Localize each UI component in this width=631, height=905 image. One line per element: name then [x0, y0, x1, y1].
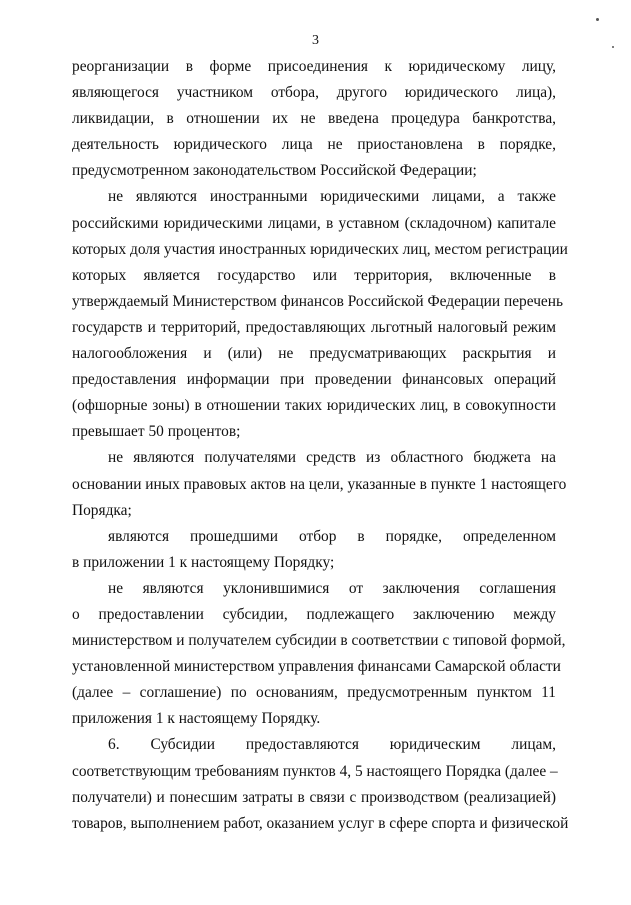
text-line: утверждаемый Министерством финансов Российской Федерации перечень: [72, 292, 564, 310]
text-line: государств и территорий, предоставляющих льготный налоговый режим: [72, 318, 556, 336]
text-line: соответствующим требованиям пунктов 4, 5 настоящего Порядка (далее –: [72, 762, 558, 780]
text-line: предоставления информации при проведении финансовых операций: [72, 371, 556, 389]
paragraph: [72, 732, 569, 836]
document-body: [72, 54, 569, 837]
paragraph: [72, 54, 556, 184]
scan-speck: [612, 46, 614, 48]
text-line: являющегося участником отбора, другого юридического лица),: [72, 84, 556, 102]
text-line: товаров, выполнением работ, оказанием услуг в сфере спорта и физической: [72, 814, 569, 832]
text-line: ликвидации, в отношении их не введена процедура банкротства,: [72, 110, 556, 128]
paragraph: [72, 445, 567, 523]
text-line: не являются иностранными юридическими лицами, а также: [108, 188, 556, 206]
paragraph: [72, 524, 556, 576]
text-line: налогообложения и (или) не предусматривающих раскрытия и: [72, 345, 556, 363]
text-line: (далее – соглашение) по основаниям, предусмотренным пунктом 11: [72, 684, 556, 702]
text-line: которых доля участия иностранных юридических лиц, местом регистрации: [72, 240, 568, 258]
paragraph: [72, 184, 568, 445]
text-line: основании иных правовых актов на цели, указанные в пункте 1 настоящего: [72, 475, 567, 493]
text-line: которых является государство или территория, включенные в: [72, 266, 556, 284]
page-number: 3: [312, 33, 319, 48]
scan-speck: [596, 18, 599, 21]
text-line: (офшорные зоны) в отношении таких юридических лиц, в совокупности: [72, 397, 556, 415]
text-line: не являются получателями средств из областного бюджета на: [108, 449, 556, 467]
text-line: министерством и получателем субсидии в соответствии с типовой формой,: [72, 632, 566, 650]
text-line: являются прошедшими отбор в порядке, определенном: [108, 527, 556, 545]
text-line: реорганизации в форме присоединения к юридическому лицу,: [72, 58, 556, 75]
text-line: 6. Субсидии предоставляются юридическим лицам,: [108, 736, 556, 754]
text-line: получатели) и понесшим затраты в связи с производством (реализацией): [72, 788, 556, 806]
text-line: деятельность юридического лица не приостановлена в порядке,: [72, 136, 556, 154]
text-line: не являются уклонившимися от заключения соглашения: [108, 579, 556, 597]
text-line: превышает 50 процентов;: [72, 423, 241, 441]
paragraph: [72, 576, 566, 733]
text-line: приложения 1 к настоящему Порядку.: [72, 710, 321, 728]
text-line: Порядка;: [72, 501, 132, 519]
text-line: о предоставлении субсидии, подлежащего заключению между: [72, 605, 556, 623]
text-line: установленной министерством управления финансами Самарской области: [72, 658, 561, 676]
text-line: в приложении 1 к настоящему Порядку;: [72, 553, 335, 571]
text-line: российскими юридическими лицами, в уставном (складочном) капитале: [72, 214, 556, 232]
text-line: предусмотренном законодательством Российской Федерации;: [72, 162, 477, 180]
